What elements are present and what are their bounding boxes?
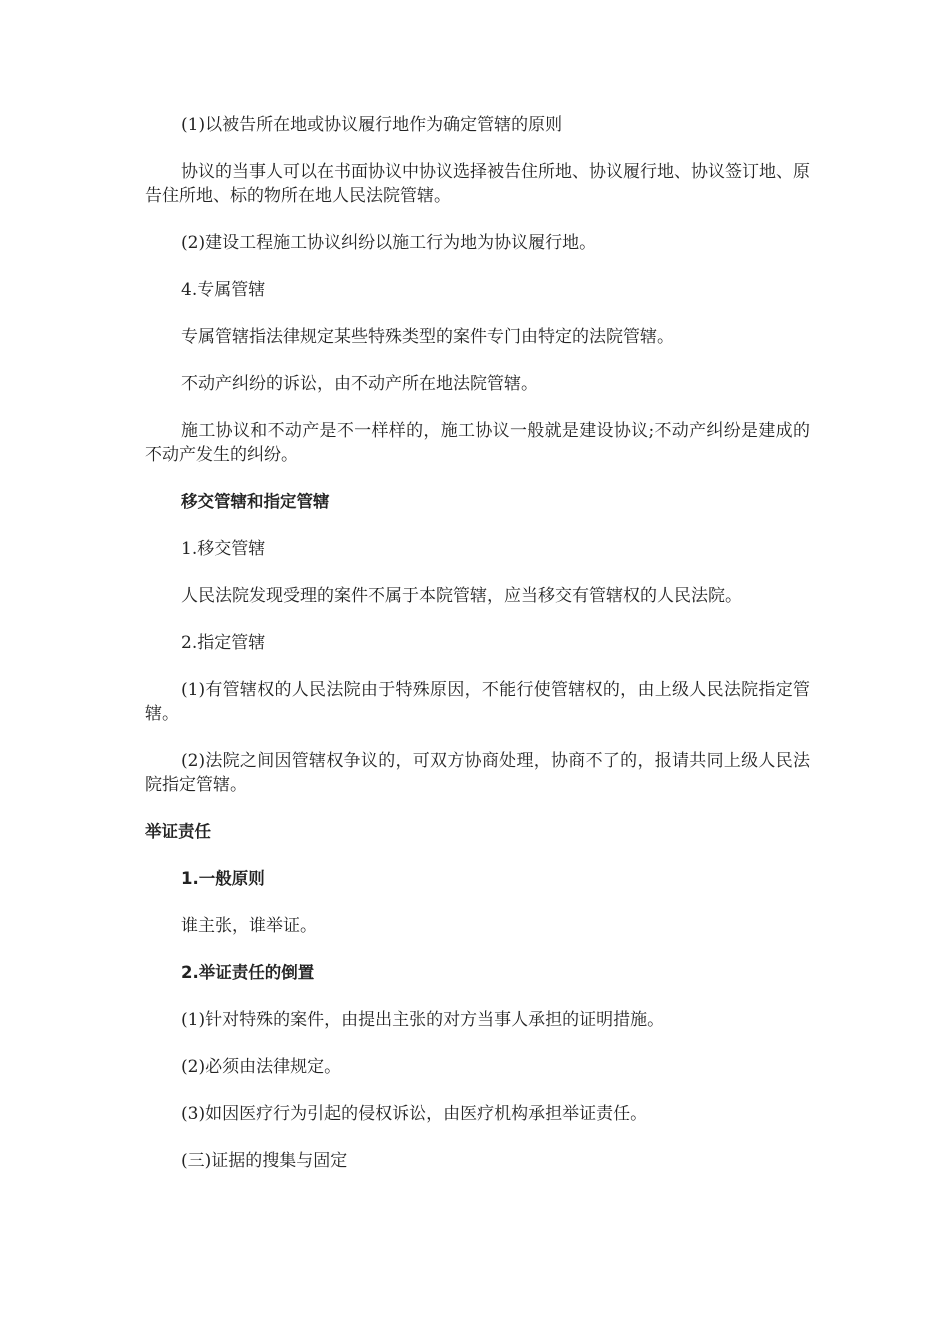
paragraph-exclusive-definition: 专属管辖指法律规定某些特殊类型的案件专门由特定的法院管辖。 xyxy=(181,327,674,347)
paragraph-reversal-3: (3)如因医疗行为引起的侵权诉讼，由医疗机构承担举证责任。 xyxy=(181,1104,648,1124)
paragraph-principle-1: (1)以被告所在地或协议履行地作为确定管辖的原则 xyxy=(181,115,563,135)
paragraph-reversal-1: (1)针对特殊的案件，由提出主张的对方当事人承担的证明措施。 xyxy=(181,1010,665,1030)
paragraph-construction-dispute: (2)建设工程施工协议纠纷以施工行为地为协议履行地。 xyxy=(181,233,597,253)
heading-designated-jurisdiction: 2.指定管辖 xyxy=(181,633,266,653)
paragraph-designated-2: (2)法院之间因管辖权争议的，可双方协商处理，协商不了的，报请共同上级人民法院指定管辖。 xyxy=(145,751,810,795)
paragraph-who-claims-proves: 谁主张，谁举证。 xyxy=(181,916,317,936)
heading-transfer-and-designated: 移交管辖和指定管辖 xyxy=(181,492,330,511)
paragraph-reversal-2: (2)必须由法律规定。 xyxy=(181,1057,342,1077)
heading-exclusive-jurisdiction: 4.专属管辖 xyxy=(181,280,266,300)
paragraph-agreement-choice: 协议的当事人可以在书面协议中协议选择被告住所地、协议履行地、协议签订地、原告住所地、标的物所在地人民法院管辖。 xyxy=(145,162,810,206)
paragraph-transfer-rule: 人民法院发现受理的案件不属于本院管辖，应当移交有管辖权的人民法院。 xyxy=(181,586,742,606)
heading-general-principle: 1.一般原则 xyxy=(181,869,265,888)
document-page xyxy=(145,113,810,1196)
heading-transfer-jurisdiction: 1.移交管辖 xyxy=(181,539,266,559)
paragraph-construction-vs-realestate: 施工协议和不动产是不一样样的，施工协议一般就是建设协议;不动产纠纷是建成的不动产发生的纠纷。 xyxy=(145,421,810,465)
heading-burden-reversal: 2.举证责任的倒置 xyxy=(181,963,315,982)
heading-burden-of-proof: 举证责任 xyxy=(145,822,211,841)
heading-evidence-collection: (三)证据的搜集与固定 xyxy=(181,1151,348,1171)
paragraph-designated-1: (1)有管辖权的人民法院由于特殊原因，不能行使管辖权的，由上级人民法院指定管辖。 xyxy=(145,680,810,724)
paragraph-real-estate-litigation: 不动产纠纷的诉讼，由不动产所在地法院管辖。 xyxy=(181,374,538,394)
